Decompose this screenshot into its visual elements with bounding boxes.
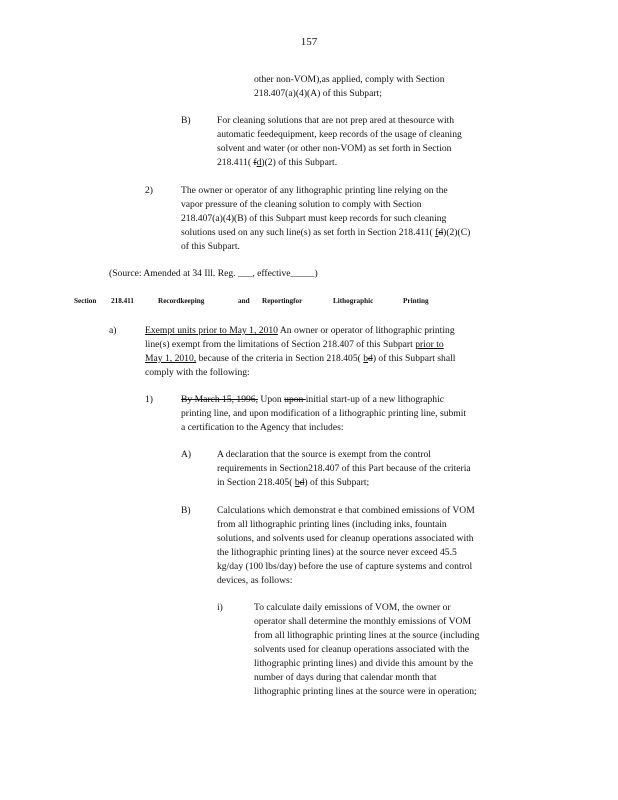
section-heading-title: Printing — [403, 297, 429, 305]
text-line — [145, 338, 455, 352]
continuation-text — [254, 73, 445, 101]
text-line — [217, 156, 462, 170]
text-line — [145, 324, 455, 338]
paragraph-i-daily-emissions — [254, 601, 479, 699]
text-run: 218.411( — [217, 157, 254, 168]
text-line: 218.407(a)(4)(B) of this Subpart must keep records for such cleaning — [181, 213, 447, 224]
paragraph-A-declaration — [217, 448, 471, 490]
text-line: lithographic printing lines at the source were in operation; — [254, 686, 477, 697]
text-line: solutions, and solvents used for cleanup operations associated with — [217, 533, 474, 544]
paragraph-b-cleaning-records — [217, 114, 462, 170]
deleted-text: d — [299, 477, 305, 488]
text-run: line(s) exempt from the limitations of Section 218.407 of this Subpart — [145, 339, 416, 350]
text-line — [217, 476, 471, 490]
text-line: other non-VOM),as applied, comply with Section — [254, 74, 445, 85]
blank-field: ___ — [237, 268, 253, 279]
text-line: solvent and water (or other non-VOM) as set forth in Section — [217, 143, 452, 154]
section-heading-title: Reportingfor — [262, 297, 303, 305]
text-line: comply with the following: — [145, 367, 250, 378]
text-line: of this Subpart. — [181, 241, 240, 252]
text-run: initial start-up of a new lithographic — [305, 394, 445, 405]
text-line: the lithographic printing lines) at the source never exceed 45.5 — [217, 547, 457, 558]
text-run: , effective — [252, 268, 291, 279]
text-run: )(2)(C) — [443, 227, 471, 238]
deleted-text: d — [368, 353, 373, 364]
text-run: (Source: Amended at 34 Ill. Reg. — [109, 268, 238, 279]
text-line: Calculations which demonstrat e that combined emissions of VOM — [217, 505, 475, 516]
text-line: operator shall determine the monthly emissions of VOM — [254, 616, 471, 627]
text-line: requirements in Section218.407 of this Part because of the criteria — [217, 463, 471, 474]
text-line: printing line, and upon modification of a lithographic printing line, submit — [181, 408, 467, 419]
text-line: a certification to the Agency that includes: — [181, 422, 344, 433]
text-line: devices, as follows: — [217, 575, 293, 586]
inserted-text: Exempt units prior to May 1, 2010 — [145, 325, 278, 336]
text-line: lithographic printing lines) and divide this amount by the — [254, 658, 474, 669]
paragraph-label: 2) — [145, 185, 153, 196]
text-line: 218.407(a)(4)(A) of this Subpart; — [254, 88, 382, 99]
deleted-text: f — [253, 157, 257, 168]
text-line — [145, 352, 455, 366]
inserted-text: d — [256, 157, 262, 168]
paragraph-label: B) — [181, 505, 191, 516]
deleted-text: upon — [284, 394, 306, 405]
text-line: number of days during that calendar month that — [254, 672, 437, 683]
paragraph-label: i) — [217, 602, 223, 613]
text-run: ) of this Subpart shall — [372, 353, 456, 364]
text-run: Upon — [258, 394, 285, 405]
section-heading-number: 218.411 — [111, 297, 134, 305]
paragraph-a-exempt-units — [145, 324, 455, 380]
text-run: ) of this Subpart; — [304, 477, 370, 488]
paragraph-1-certification — [181, 393, 466, 435]
text-line: automatic feedequipment, keep records of the usage of cleaning — [217, 129, 462, 140]
text-line: solvents used for cleanup operations associated with the — [254, 644, 470, 655]
text-run: )(2) of this Subpart. — [261, 157, 338, 168]
text-line — [181, 393, 466, 407]
text-line: vapor pressure of the cleaning solution to comply with Section — [181, 199, 422, 210]
paragraph-label: B) — [181, 115, 191, 126]
section-heading-title: Lithographic — [333, 297, 374, 305]
paragraph-B-calculations — [217, 504, 475, 588]
blank-field: _____ — [290, 268, 315, 279]
text-line: A declaration that the source is exempt from the control — [217, 449, 431, 460]
text-line: from all lithographic printing lines at the source (including — [254, 630, 480, 641]
inserted-text: f — [435, 227, 439, 238]
paragraph-label: A) — [181, 449, 192, 460]
deleted-text: d — [438, 227, 444, 238]
text-run: solutions used on any such line(s) as set forth in Section 218.411( — [181, 227, 436, 238]
text-run: in Section 218.405( — [217, 477, 295, 488]
inserted-text: b — [363, 353, 369, 364]
text-line: from all lithographic printing lines (including inks, fountain — [217, 519, 447, 530]
inserted-text: b — [294, 477, 300, 488]
inserted-text: prior to — [415, 339, 444, 350]
paragraph-2-vapor-pressure — [181, 184, 470, 254]
text-run: because of the criteria in Section 218.405( — [196, 353, 364, 364]
section-heading-word: Section — [74, 297, 97, 305]
text-run: ) — [314, 268, 318, 279]
text-line: For cleaning solutions that are not prep ared at thesource with — [217, 115, 455, 126]
section-heading-title: and — [238, 297, 250, 305]
text-line: kg/day (100 lbs/day) before the use of capture systems and control — [217, 561, 473, 572]
inserted-text: May 1, 2010, — [145, 353, 197, 364]
source-note — [109, 267, 318, 281]
text-line: To calculate daily emissions of VOM, the owner or — [254, 602, 451, 613]
paragraph-label: 1) — [145, 394, 153, 405]
deleted-text: By March 15, 1996, — [181, 394, 259, 405]
text-run: An owner or operator of lithographic printing — [277, 325, 455, 336]
text-line — [181, 226, 470, 240]
text-line: The owner or operator of any lithographic printing line relying on the — [181, 185, 448, 196]
paragraph-label: a) — [109, 325, 117, 336]
section-heading-title: Recordkeeping — [158, 297, 205, 305]
page-number: 157 — [300, 36, 318, 48]
